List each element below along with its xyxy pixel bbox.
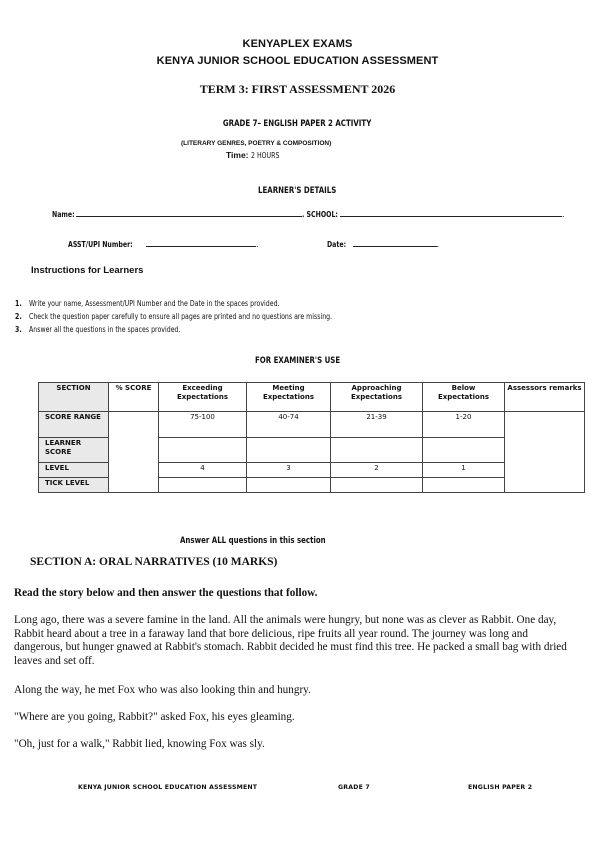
learner-details-text: LEARNER'S DETAILS: [258, 186, 337, 196]
header-cell: % SCORE: [109, 383, 159, 412]
percent-score-cell[interactable]: [109, 412, 159, 493]
section-title: SECTION A: ORAL NARRATIVES (10 MARKS): [30, 556, 278, 568]
instruction-num: 3.: [15, 325, 22, 334]
time-label: Time:: [226, 150, 249, 160]
instruction-item: [15, 293, 418, 306]
instruction-num: 2.: [15, 312, 22, 321]
grade-paper-text: GRADE 7– ENGLISH PAPER 2 ACTIVITY: [223, 119, 372, 129]
table-cell: 2: [331, 463, 423, 478]
date-label: Date:: [326, 240, 346, 249]
table-cell[interactable]: [423, 478, 505, 493]
table-cell[interactable]: [159, 438, 247, 463]
row-label: LEARNER SCORE: [39, 438, 109, 463]
asst-end-dot: .: [256, 239, 259, 249]
table-cell[interactable]: [331, 478, 423, 493]
table-cell[interactable]: [247, 478, 331, 493]
instructions-list: [15, 293, 418, 332]
footer-middle: GRADE 7: [338, 784, 370, 791]
org-title: KENYAPLEX EXAMS: [242, 38, 353, 50]
learner-details-heading: [0, 180, 595, 198]
date-end-dot: .: [436, 239, 440, 249]
section-instruction: Read the story below and then answer the questions that follow.: [14, 587, 318, 599]
time-line: [226, 150, 287, 160]
grade-paper-title: [0, 113, 595, 131]
story-paragraph: "Oh, just for a walk," Rabbit lied, knowing Fox was sly.: [14, 738, 265, 750]
table-cell: 21-39: [331, 412, 423, 438]
header-cell: Approaching Expectations: [331, 383, 423, 412]
table-header-row: [39, 383, 585, 412]
asst-field[interactable]: [146, 237, 256, 247]
term-title: TERM 3: FIRST ASSESSMENT 2026: [199, 82, 396, 96]
examiner-table: [38, 382, 585, 493]
footer-right: ENGLISH PAPER 2: [468, 784, 533, 791]
assessors-remarks-cell[interactable]: [505, 412, 585, 493]
story-paragraph: Long ago, there was a severe famine in the land. All the animals were hungry, but none was as clever as Rabbit. One day, Rabbit heard about a tree in a faraway land that bore delicious, ripe fruits all year round. The journey was long and dangerous, but hunger gnawed at Rabbit's stomach. Rabbit decided he must find this tree. He packed a small bag with dried leaves and set off.: [14, 614, 567, 667]
paper-subtitle: (LITERARY GENRES, POETRY & COMPOSITION): [181, 140, 332, 147]
story-paragraph: "Where are you going, Rabbit?" asked Fox, his eyes gleaming.: [14, 711, 295, 723]
table-cell[interactable]: [331, 438, 423, 463]
table-cell: 4: [159, 463, 247, 478]
asst-label: ASST/UPI Number:: [68, 240, 133, 249]
examiner-heading-text: FOR EXAMINER'S USE: [254, 356, 341, 366]
time-value: 2 HOURS: [250, 151, 280, 160]
name-field[interactable]: [76, 207, 302, 217]
table-cell[interactable]: [423, 438, 505, 463]
answer-all-line: [180, 530, 367, 548]
row-label: LEVEL: [39, 463, 109, 478]
row-label: TICK LEVEL: [39, 478, 109, 493]
table-row: [39, 412, 585, 438]
table-cell: 3: [247, 463, 331, 478]
footer-left: KENYA JUNIOR SCHOOL EDUCATION ASSESSMENT: [78, 784, 258, 791]
date-field[interactable]: [353, 237, 437, 247]
assessment-title: KENYA JUNIOR SCHOOL EDUCATION ASSESSMENT: [156, 55, 439, 67]
school-end-dot: .: [562, 209, 565, 219]
table-cell[interactable]: [247, 438, 331, 463]
asst-date-row: [68, 237, 439, 249]
header-cell: Assessors remarks: [505, 383, 585, 412]
header-cell: SECTION: [39, 383, 109, 412]
header-cell: Exceeding Expectations: [159, 383, 247, 412]
table-cell: 1: [423, 463, 505, 478]
instruction-text: Answer all the questions in the spaces provided.: [29, 325, 181, 334]
table-cell: 1-20: [423, 412, 505, 438]
school-label: . SCHOOL:: [302, 210, 338, 219]
row-label: SCORE RANGE: [39, 412, 109, 438]
instruction-text: Check the question paper carefully to ensure all pages are printed and no questions are missing.: [29, 312, 333, 321]
answer-all-text: Answer ALL questions in this section: [180, 536, 326, 546]
name-label: Name:: [52, 210, 75, 219]
table-cell[interactable]: [159, 478, 247, 493]
name-school-row: [52, 207, 565, 219]
story-paragraph: Along the way, he met Fox who was also looking thin and hungry.: [14, 684, 311, 696]
table-cell: 40-74: [247, 412, 331, 438]
examiner-heading: [0, 350, 595, 368]
instructions-title: Instructions for Learners: [31, 265, 144, 276]
table-cell: 75-100: [159, 412, 247, 438]
instruction-num: 1.: [15, 299, 22, 308]
header-cell: Meeting Expectations: [247, 383, 331, 412]
instruction-text: Write your name, Assessment/UPI Number and the Date in the spaces provided.: [29, 299, 280, 308]
school-field[interactable]: [340, 207, 562, 217]
header-cell: Below Expectations: [423, 383, 505, 412]
